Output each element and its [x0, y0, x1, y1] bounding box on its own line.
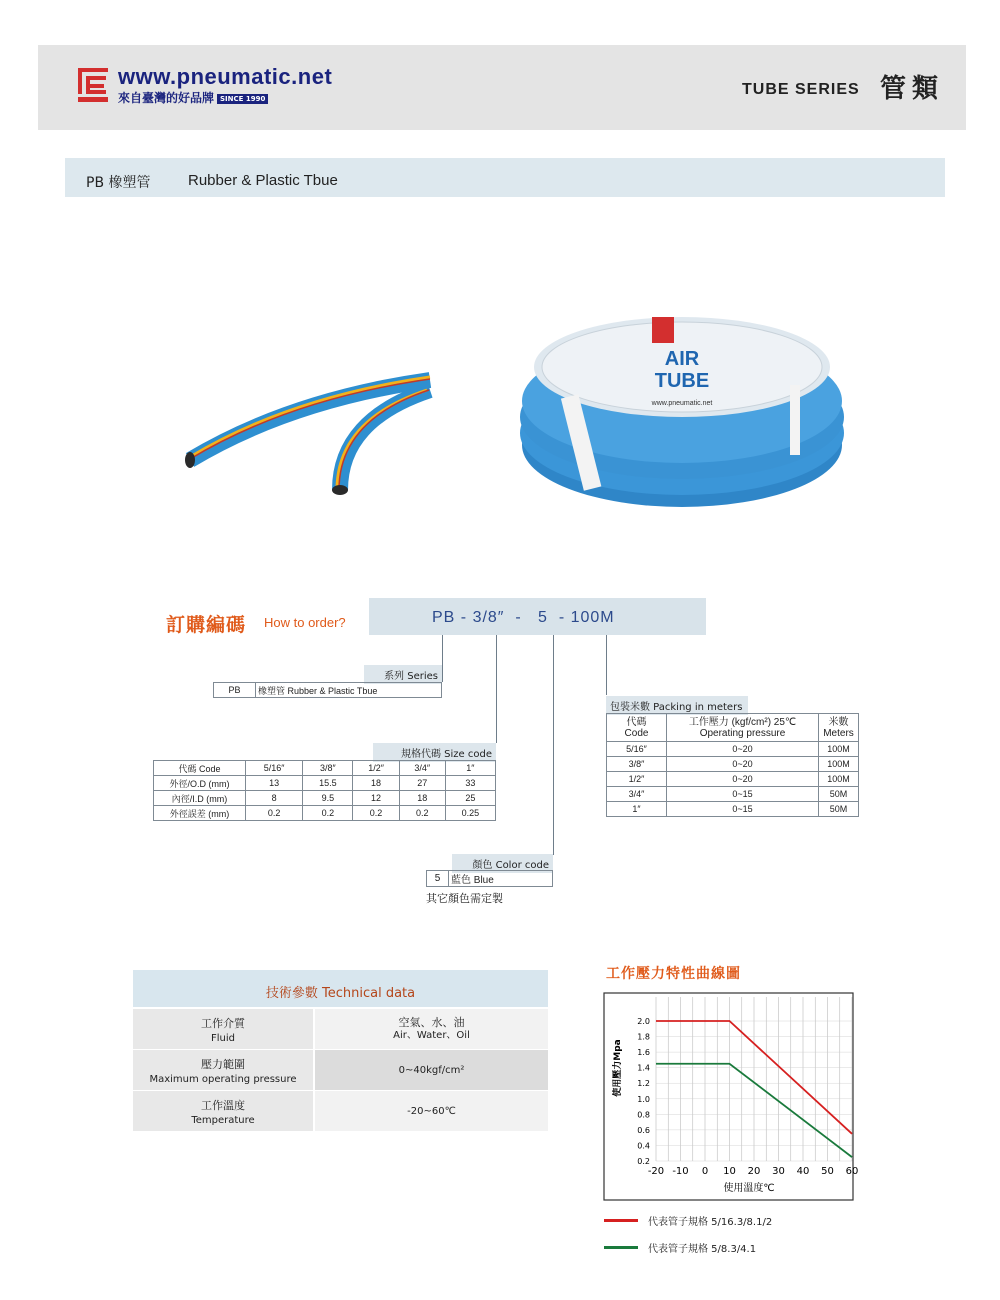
tech-row-fluid — [133, 1009, 548, 1049]
tech-value: 0~40kgf/cm² — [315, 1050, 548, 1090]
legend-red-text: 代表管子規格 5/16.3/8.1/2 — [648, 1217, 773, 1228]
color-desc: 藍色 Blue — [449, 871, 553, 887]
connector-color — [553, 635, 554, 855]
table-cell: 1″ — [445, 761, 495, 776]
y-tick-label: 1.6 — [637, 1048, 650, 1058]
brand-logo-icon — [76, 66, 110, 104]
tech-value: 空氣、水、油 Air、Water、Oil — [315, 1009, 548, 1049]
table-cell: 1″ — [607, 802, 667, 817]
packing-table — [606, 713, 859, 817]
table-row — [607, 742, 859, 757]
size-table — [153, 760, 496, 821]
table-cell: 1/2″ — [353, 761, 399, 776]
tech-row-pressure — [133, 1050, 548, 1090]
color-note: 其它顏色需定製 — [426, 892, 503, 905]
table-cell: 0.2 — [303, 806, 353, 821]
table-cell: 100M — [819, 742, 859, 757]
x-tick-label: 0 — [701, 1166, 709, 1177]
y-tick-label: 1.4 — [637, 1063, 650, 1073]
table-row — [154, 791, 496, 806]
table-cell: 15.5 — [303, 776, 353, 791]
table-row — [607, 787, 859, 802]
table-cell: 3/4″ — [607, 787, 667, 802]
table-cell: 0.2 — [246, 806, 303, 821]
table-row — [154, 761, 496, 776]
series-label: 系列 Series — [364, 665, 442, 684]
table-cell: 9.5 — [303, 791, 353, 806]
series-code: PB — [214, 683, 256, 698]
connector-size — [496, 635, 497, 743]
order-title-en: How to order? — [264, 615, 346, 630]
order-title: 訂購編碼 — [166, 614, 247, 636]
packing-label: 包裝米數 Packing in meters — [606, 696, 748, 715]
series-desc: 橡塑管 Rubber & Plastic Tbue — [256, 683, 442, 698]
table-cell: 8 — [246, 791, 303, 806]
tech-value: -20~60℃ — [315, 1091, 548, 1131]
table-cell: 18 — [353, 776, 399, 791]
reel-url: www.pneumatic.net — [651, 400, 713, 407]
header-code: 代碼 Code — [607, 714, 667, 742]
color-label: 顏色 Color code — [452, 854, 553, 873]
table-cell: 內徑/I.D (mm) — [154, 791, 246, 806]
series-title-cn: 管類 — [880, 74, 945, 104]
tech-data-header — [133, 970, 548, 1007]
x-tick-label: 10 — [723, 1166, 736, 1177]
product-code: PB 橡塑管 — [86, 175, 151, 191]
table-cell: 0.2 — [353, 806, 399, 821]
table-cell: 1/2″ — [607, 772, 667, 787]
table-cell: 100M — [819, 772, 859, 787]
table-cell: 0~20 — [667, 772, 819, 787]
chart-title: 工作壓力特性曲線圖 — [606, 966, 741, 982]
table-cell: 0.2 — [399, 806, 445, 821]
series-title: TUBE SERIES — [742, 81, 860, 98]
table-cell: 100M — [819, 757, 859, 772]
table-cell: 12 — [353, 791, 399, 806]
size-label: 規格代碼 Size code — [373, 743, 496, 762]
connector-series — [442, 635, 443, 682]
y-tick-label: 0.4 — [637, 1141, 650, 1151]
tech-label: 壓力範圍 Maximum operating pressure — [133, 1050, 313, 1090]
table-cell: 0~20 — [667, 742, 819, 757]
header-meters: 米數 Meters — [819, 714, 859, 742]
tech-label: 工作介質 Fluid — [133, 1009, 313, 1049]
logo-slogan: 來自臺灣的好品牌 SINCE 1990 — [118, 89, 268, 106]
pressure-chart — [604, 993, 859, 1201]
tech-label: 工作溫度 Temperature — [133, 1091, 313, 1131]
legend-green-text: 代表管子規格 5/8.3/4.1 — [648, 1244, 757, 1255]
x-tick-label: 20 — [747, 1166, 761, 1177]
table-cell: 代碼 Code — [154, 761, 246, 776]
x-tick-label: 50 — [821, 1166, 834, 1177]
y-tick-label: 0.6 — [637, 1125, 650, 1135]
table-row — [154, 776, 496, 791]
table-cell: 0~15 — [667, 787, 819, 802]
x-tick-label: 60 — [845, 1166, 859, 1177]
product-name: Rubber & Plastic Tbue — [188, 172, 338, 189]
x-tick-label: 40 — [796, 1166, 810, 1177]
legend-green-line — [604, 1246, 638, 1249]
y-tick-label: 1.0 — [637, 1094, 650, 1104]
tube-sample-image — [170, 360, 440, 510]
y-tick-label: 0.2 — [637, 1157, 650, 1166]
x-tick-label: 30 — [772, 1166, 785, 1177]
reel-label-tube: TUBE — [654, 370, 710, 392]
y-tick-label: 1.8 — [637, 1032, 650, 1042]
color-code: 5 — [427, 871, 449, 887]
table-cell: 25 — [445, 791, 495, 806]
y-tick-label: 1.2 — [637, 1079, 650, 1089]
table-row — [607, 802, 859, 817]
series-table — [213, 682, 442, 698]
order-code: PB - 3/8″ - 5 - 100M — [432, 609, 615, 626]
table-header-row — [607, 714, 859, 742]
table-cell: 3/8″ — [607, 757, 667, 772]
table-cell: 3/8″ — [303, 761, 353, 776]
table-cell: 27 — [399, 776, 445, 791]
header-pressure: 工作壓力 (kgf/cm²) 25℃ Operating pressure — [667, 714, 819, 742]
since-badge: SINCE 1990 — [217, 94, 268, 104]
table-row — [154, 806, 496, 821]
reel-label-air: AIR — [664, 348, 700, 370]
x-tick-label: -10 — [672, 1166, 689, 1177]
logo-url: www.pneumatic.net — [118, 64, 333, 89]
table-cell: 外徑/O.D (mm) — [154, 776, 246, 791]
tube-reel-image — [510, 305, 855, 515]
table-cell: 外徑誤差 (mm) — [154, 806, 246, 821]
table-cell: 5/16″ — [246, 761, 303, 776]
tech-row-temperature — [133, 1091, 548, 1131]
connector-packing — [606, 635, 607, 695]
table-cell: 3/4″ — [399, 761, 445, 776]
color-table — [426, 870, 553, 887]
tech-data-title: 技術參數 Technical data — [265, 986, 416, 1001]
table-row — [607, 757, 859, 772]
table-row — [607, 772, 859, 787]
legend-red-line — [604, 1219, 638, 1222]
table-cell: 33 — [445, 776, 495, 791]
table-cell: 0~20 — [667, 757, 819, 772]
table-cell: 5/16″ — [607, 742, 667, 757]
chart-ylabel: 使用壓力Mpa — [613, 1039, 623, 1097]
table-cell: 0~15 — [667, 802, 819, 817]
table-cell: 0.25 — [445, 806, 495, 821]
table-cell: 18 — [399, 791, 445, 806]
table-cell: 13 — [246, 776, 303, 791]
table-cell: 50M — [819, 787, 859, 802]
chart-xlabel: 使用溫度℃ — [723, 1183, 775, 1194]
table-cell: 50M — [819, 802, 859, 817]
y-tick-label: 2.0 — [637, 1017, 650, 1026]
x-tick-label: -20 — [647, 1166, 665, 1177]
y-tick-label: 0.8 — [637, 1110, 650, 1120]
